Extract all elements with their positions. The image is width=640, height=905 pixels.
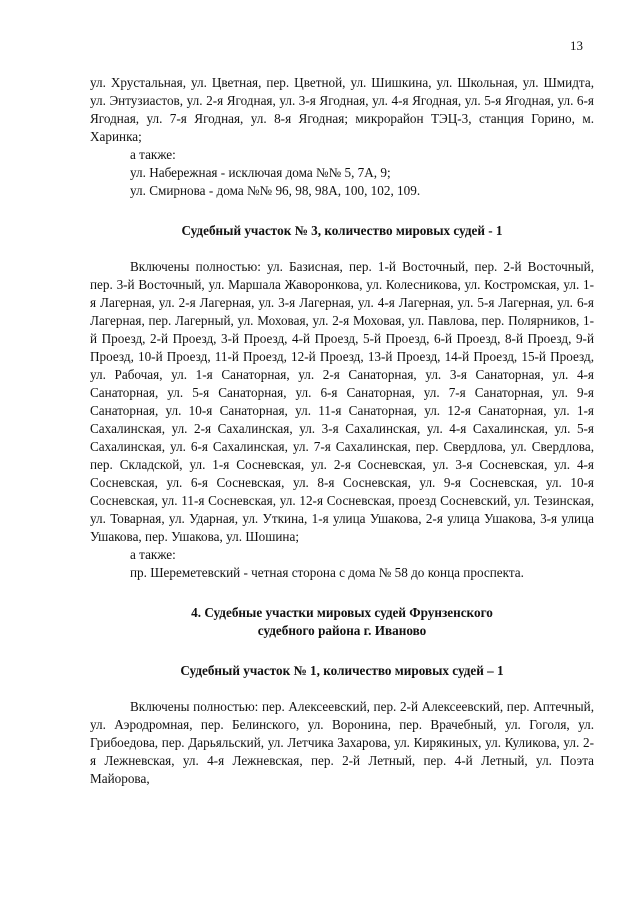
heading-line-2: судебного района г. Иваново bbox=[257, 623, 427, 638]
street-list-frunzensky-plot-1: Включены полностью: пер. Алексеевский, пер. 2-й Алексеевский, пер. Аптечный, ул. Аэродромная, пер. Белинского, ул. Воронина, пер. Врачебный, ул. Гоголя, ул. Грибоедова, пер. Дарьяльский, ул. Летчика Захарова, ул. Кирякиных, ул. Куликова, ул. 2-я Лежневская, ул. 4-я Лежневская, пер. 2-й Летный, пер. 4-й Летный, ул. Поэта Майорова, bbox=[90, 699, 594, 786]
also-item: пр. Шереметевский - четная сторона с дома № 58 до конца проспекта. bbox=[130, 565, 524, 580]
also-label: а также: bbox=[130, 547, 176, 562]
street-list-continuation: ул. Хрустальная, ул. Цветная, пер. Цветной, ул. Шишкина, ул. Школьная, ул. Шмидта, ул. Энтузиастов, ул. 2-я Ягодная, ул. 3-я Ягодная, ул. 4-я Ягодная, ул. 5-я Ягодная, ул. 6-я Ягодная, ул. 7-я Ягодная, ул. 8-я Ягодная; микрорайон ТЭЦ-3, станция Горино, м. Харинка; bbox=[90, 75, 594, 144]
section-heading-frunzensky bbox=[90, 604, 594, 640]
document-body bbox=[90, 74, 594, 788]
section-heading-plot-3: Судебный участок № 3, количество мировых судей - 1 bbox=[181, 223, 503, 238]
section-heading-frunzensky-plot-1: Судебный участок № 1, количество мировых судей – 1 bbox=[180, 663, 504, 678]
street-list-plot-3: Включены полностью: ул. Базисная, пер. 1-й Восточный, пер. 2-й Восточный, пер. 3-й Восточный, ул. Маршала Жаворонкова, ул. Колесникова, ул. Костромская, ул. 1-я Лагерная, ул. 2-я Лагерная, ул. 3-я Лагерная, ул. 4-я Лагерная, ул. 5-я Лагерная, ул. 6-я Лагерная, пер. Лагерный, ул. Моховая, ул. 2-я Моховая, ул. Павлова, пер. Полярников, 1-й Проезд, 2-й Проезд, 3-й Проезд, 4-й Проезд, 5-й Проезд, 6-й Проезд, 8-й Проезд, 9-й Проезд, 10-й Проезд, 11-й Проезд, 12-й Проезд, 13-й Проезд, 14-й Проезд, 15-й Проезд, ул. Рабочая, ул. 1-я Санаторная, ул. 2-я Санаторная, ул. 3-я Санаторная, ул. 4-я Санаторная, ул. 5-я Санаторная, ул. 6-я Санаторная, ул. 7-я Санаторная, ул. 9-я Санаторная, ул. 10-я Санаторная, ул. 11-я Санаторная, ул. 12-я Санаторная, ул. 1-я Сахалинская, ул. 2-я Сахалинская, ул. 3-я Сахалинская, ул. 4-я Сахалинская, ул. 5-я Сахалинская, ул. 6-я Сахалинская, ул. 7-я Сахалинская, пер. Свердлова, ул. Свердлова, пер. Складской, ул. 1-я Сосневская, ул. 2-я Сосневская, ул. 3-я Сосневская, ул. 4-я Сосневская, ул. 6-я Сосневская, ул. 8-я Сосневская, ул. 9-я Сосневская, ул. 10-я Сосневская, ул. 11-я Сосневская, ул. 12-я Сосневская, проезд Сосневский, ул. Тезинская, ул. Товарная, ул. Ударная, ул. Уткина, 1-я улица Ушакова, 2-я улица Ушакова, 3-я улица Ушакова, пер. Ушакова, ул. Шошина; bbox=[90, 259, 594, 544]
page-number: 13 bbox=[570, 38, 583, 53]
heading-line-1: 4. Судебные участки мировых судей Фрунзенского bbox=[191, 605, 493, 620]
also-item: ул. Набережная - исключая дома №№ 5, 7А, 9; bbox=[130, 165, 391, 180]
also-item: ул. Смирнова - дома №№ 96, 98, 98А, 100, 102, 109. bbox=[130, 183, 421, 198]
also-label: а также: bbox=[130, 147, 176, 162]
